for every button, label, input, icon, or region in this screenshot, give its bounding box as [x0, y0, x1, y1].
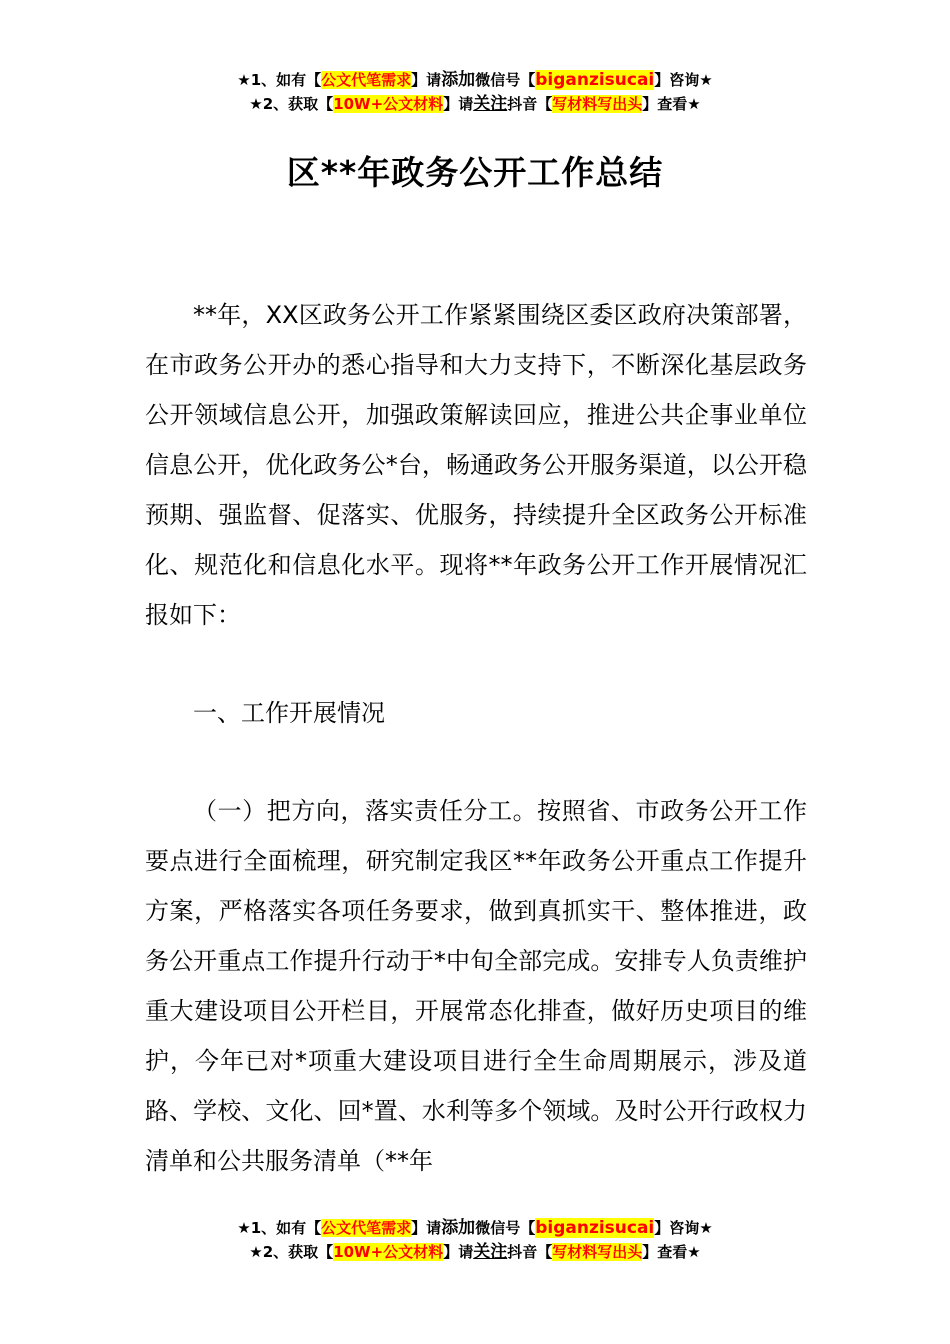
banner-text: ★1、如有【 — [237, 71, 322, 89]
banner-text: 抖音【 — [507, 95, 553, 113]
banner-text: 】请 — [443, 1243, 474, 1261]
banner-highlight: 10W+公文材料 — [333, 1243, 444, 1261]
banner-text: ★2、获取【 — [249, 95, 334, 113]
banner-text: 】咨询★ — [654, 1219, 713, 1237]
banner-emphasis: 添加 — [441, 1218, 476, 1238]
intro-paragraph: **年，XX区政务公开工作紧紧围绕区委区政府决策部署，在市政务公开办的悉心指导和大力支持下，不断深化基层政务公开领域信息公开，加强政策解读回应，推进公共企事业单位信息公开，优化政务公*台，畅通政务公开服务渠道，以公开稳预期、强监督、促落实、优服务，持续提升全区政务公开标准化、规范化和信息化水平。现将**年政务公开工作开展情况汇报如下： — [145, 301, 807, 629]
banner-highlight: 写材料写出头 — [552, 95, 643, 113]
banner-text: 抖音【 — [507, 1243, 553, 1261]
banner-highlight: 10W+公文材料 — [333, 95, 444, 113]
banner-line-2 — [0, 92, 950, 116]
banner-emphasis: 关注 — [473, 1242, 508, 1262]
footer-banner — [0, 1216, 950, 1264]
banner-text: ★1、如有【 — [237, 1219, 322, 1237]
section-heading: 一、工作开展情况 — [193, 699, 385, 727]
banner-line-2 — [0, 1240, 950, 1264]
banner-emphasis: 添加 — [441, 70, 476, 90]
banner-line-1 — [0, 68, 950, 92]
banner-highlight: 公文代笔需求 — [321, 71, 412, 89]
header-banner — [0, 68, 950, 116]
banner-text: 微信号【 — [475, 71, 536, 89]
banner-text: ★2、获取【 — [249, 1243, 334, 1261]
banner-line-1 — [0, 1216, 950, 1240]
banner-text: 】咨询★ — [654, 71, 713, 89]
banner-text: 】请 — [411, 71, 442, 89]
banner-text: 微信号【 — [475, 1219, 536, 1237]
banner-highlight: 写材料写出头 — [552, 1243, 643, 1261]
banner-text: 】查看★ — [642, 1243, 701, 1261]
body-paragraph: （一）把方向，落实责任分工。按照省、市政务公开工作要点进行全面梳理，研究制定我区**年政务公开重点工作提升方案，严格落实各项任务要求，做到真抓实干、整体推进，政务公开重点工作提升行动于*中旬全部完成。安排专人负责维护重大建设项目公开栏目，开展常态化排查，做好历史项目的维护，今年已对*项重大建设项目进行全生命周期展示，涉及道路、学校、文化、回*置、水利等多个领域。及时公开行政权力清单和公共服务清单（**年 — [145, 797, 807, 1175]
document-title: 区**年政务公开工作总结 — [286, 153, 664, 192]
banner-highlight: biganzisucai — [535, 70, 655, 90]
banner-highlight: biganzisucai — [535, 1218, 655, 1238]
banner-text: 】请 — [411, 1219, 442, 1237]
banner-text: 】请 — [443, 95, 474, 113]
banner-emphasis: 关注 — [473, 94, 508, 114]
banner-highlight: 公文代笔需求 — [321, 1219, 412, 1237]
banner-text: 】查看★ — [642, 95, 701, 113]
